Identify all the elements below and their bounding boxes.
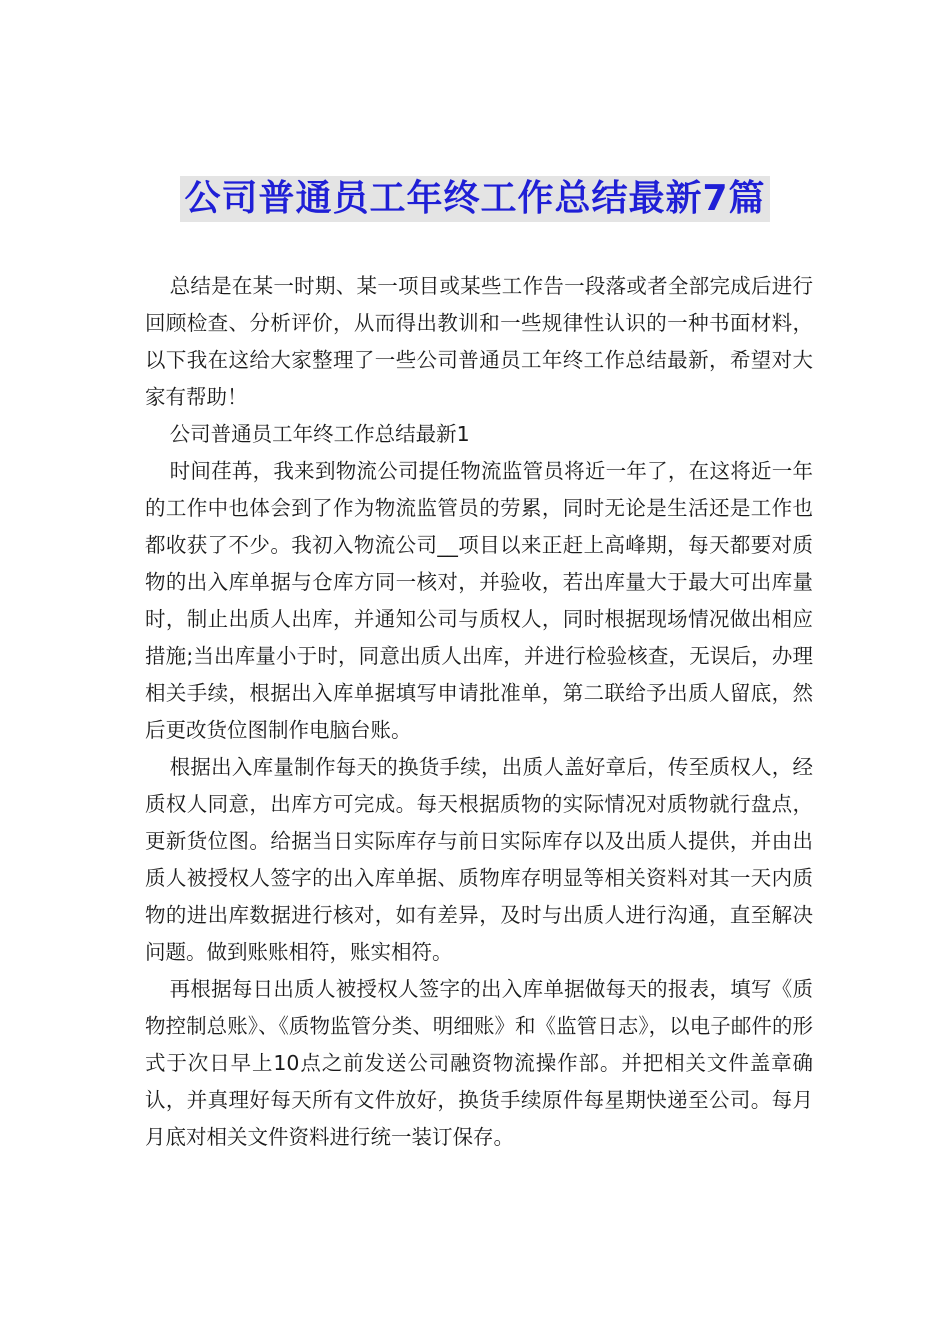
document-title: 公司普通员工年终工作总结最新7篇 [180, 176, 769, 222]
body-paragraph-3: 再根据每日出质人被授权人签字的出入库单据做每天的报表，填写《质物控制总账》、《质物监管分类、明细账》和《监管日志》，以电子邮件的形式于次日早上10点之前发送公司融资物流操作部。并把相关文件盖章确认，并真理好每天所有文件放好，换货手续原件每星期快递至公司。每月月底对相关文件资料进行统一装订保存。 [145, 977, 813, 1149]
title-container [0, 176, 950, 222]
section-heading: 公司普通员工年终工作总结最新1 [169, 422, 470, 446]
document-body [145, 268, 813, 1156]
intro-paragraph: 总结是在某一时期、某一项目或某些工作告一段落或者全部完成后进行回顾检查、分析评价，从而得出教训和一些规律性认识的一种书面材料，以下我在这给大家整理了一些公司普通员工年终工作总结最新，希望对大家有帮助！ [145, 274, 813, 409]
body-paragraph-2: 根据出入库量制作每天的换货手续，出质人盖好章后，传至质权人，经质权人同意，出库方可完成。每天根据质物的实际情况对质物就行盘点，更新货位图。给据当日实际库存与前日实际库存以及出质人提供，并由出质人被授权人签字的出入库单据、质物库存明显等相关资料对其一天内质物的进出库数据进行核对，如有差异，及时与出质人进行沟通，直至解决问题。做到账账相符，账实相符。 [145, 755, 813, 964]
body-paragraph-1: 时间荏苒，我来到物流公司提任物流监管员将近一年了，在这将近一年的工作中也体会到了作为物流监管员的劳累，同时无论是生活还是工作也都收获了不少。我初入物流公司__项目以来正赶上高峰期，每天都要对质物的出入库单据与仓库方同一核对，并验收，若出库量大于最大可出库量时，制止出质人出库，并通知公司与质权人，同时根据现场情况做出相应措施;当出库量小于时，同意出质人出库，并进行检验核查，无误后，办理相关手续，根据出入库单据填写申请批准单，第二联给予出质人留底，然后更改货位图制作电脑台账。 [145, 459, 813, 742]
